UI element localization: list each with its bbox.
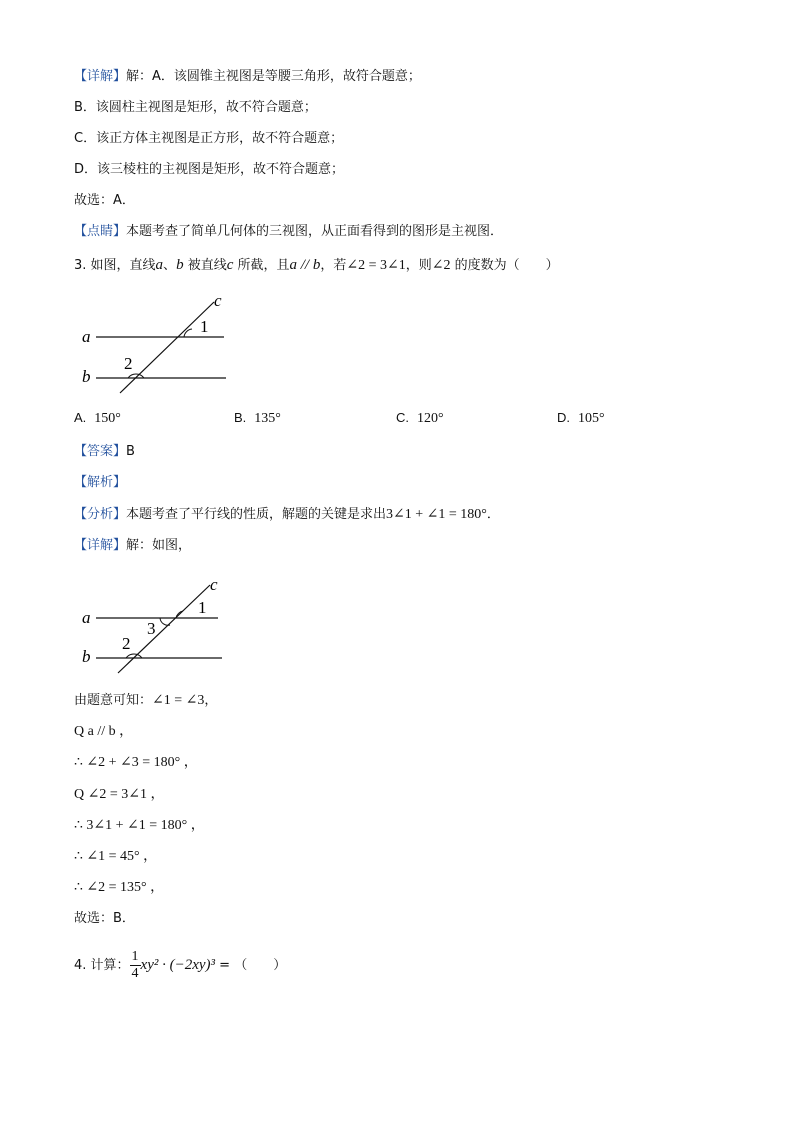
sol2-line4: D．该三棱柱的主视图是矩形，故不符合题意； (74, 162, 345, 177)
q4-fraction (130, 949, 141, 982)
answer-line (74, 443, 135, 461)
step-3: ∴ ∠2 + ∠3 = 180° ， (74, 755, 198, 770)
step-1-text: 由题意可知： (74, 693, 153, 708)
q3-stem-part: 的度数为（ ） (450, 258, 559, 273)
label-a: a (82, 327, 91, 346)
step-8: 故选：B． (74, 911, 135, 926)
label-c: c (214, 291, 222, 310)
option-value: 105° (578, 411, 605, 426)
line-c (120, 302, 214, 393)
step-2: Q a // b ， (74, 724, 134, 739)
q3-math-a: a (155, 257, 164, 273)
q3-math-c: c (226, 257, 234, 273)
fraction-denominator: 4 (131, 966, 139, 981)
fenxi-tag: 【分析】 (74, 507, 127, 522)
label-a: a (82, 608, 91, 627)
option-key: D. (557, 410, 570, 425)
q3-figure-2 (74, 573, 244, 683)
line-c (118, 585, 210, 673)
option-value: 120° (417, 411, 444, 426)
analysis-line (74, 474, 126, 492)
option-key: A. (74, 410, 87, 425)
q3-figure-1 (74, 290, 244, 400)
detail-line (74, 537, 191, 555)
option-value: 135° (254, 411, 281, 426)
step-1-math: ∠1 = ∠3 (152, 693, 205, 708)
answer-tag: 【答案】 (74, 444, 127, 459)
sol2-line3: C．该正方体主视图是正方形，故不符合题意； (74, 131, 344, 146)
fenxi-end: ． (486, 507, 500, 522)
detail-text: 解：如图， (126, 538, 192, 553)
answer-value: B (126, 444, 135, 459)
option-b (234, 410, 281, 427)
option-a (74, 410, 121, 427)
step-1 (74, 692, 217, 710)
q3-stem-part: 3. 如图，直线 (74, 258, 156, 273)
label-c: c (210, 575, 218, 594)
q3-math-b: b (176, 257, 184, 273)
analysis-tag: 【解析】 (74, 475, 127, 490)
fraction-numerator: 1 (131, 949, 139, 964)
q3-stem (74, 256, 559, 275)
sol2-line1-text: 解：A．该圆锥主视图是等腰三角形，故符合题意； (126, 69, 421, 84)
q3-math-condition: ∠2 = 3∠1 (346, 258, 406, 273)
q3-math-angle2: ∠2 (431, 258, 451, 273)
label-3: 3 (147, 619, 156, 638)
label-2: 2 (122, 634, 131, 653)
sol2-line5: 故选：A． (74, 193, 135, 208)
fenxi-line (74, 506, 500, 524)
label-b: b (82, 367, 91, 386)
fenxi-text: 本题考查了平行线的性质，解题的关键是求出 (126, 507, 387, 522)
detail-tag: 【详解】 (74, 69, 127, 84)
comment-tag: 【点睛】 (74, 224, 127, 239)
q4-stem: 4. 计算： (74, 958, 130, 973)
q3-stem-part: 所截，且 (233, 258, 290, 273)
step-4: Q ∠2 = 3∠1 ， (74, 787, 165, 802)
label-1: 1 (200, 317, 209, 336)
label-b: b (82, 647, 91, 666)
detail-tag: 【详解】 (74, 538, 127, 553)
option-key: B. (234, 410, 247, 425)
label-2: 2 (124, 354, 133, 373)
q4-expression: xy² · (−2xy)³ (140, 957, 216, 973)
option-d (557, 410, 605, 427)
option-c (396, 410, 444, 427)
option-value: 150° (94, 411, 121, 426)
q3-stem-part: 、 (163, 258, 177, 273)
step-7: ∴ ∠2 = 135° ， (74, 880, 165, 895)
q3-stem-part: 被直线 (183, 258, 227, 273)
step-1-end: ， (204, 693, 218, 708)
q3-math-parallel: a // b (289, 257, 321, 273)
fenxi-math: 3∠1 + ∠1 = 180° (386, 507, 487, 522)
sol2-line6-text: 本题考查了简单几何体的三视图，从正面看得到的图形是主视图． (126, 224, 504, 239)
sol2-line2: B．该圆柱主视图是矩形，故不符合题意； (74, 100, 317, 115)
q4-stem-end: = （ ） (215, 958, 287, 973)
q3-stem-part: ，若 (320, 258, 347, 273)
q3-stem-part: ，则 (405, 258, 432, 273)
step-6: ∴ ∠1 = 45° ， (74, 849, 158, 864)
question-4 (74, 948, 286, 983)
sol2-line1 (74, 68, 421, 86)
sol2-line6 (74, 223, 503, 241)
option-key: C. (396, 410, 409, 425)
label-1: 1 (198, 598, 207, 617)
step-5: ∴ 3∠1 + ∠1 = 180° ， (74, 818, 205, 833)
